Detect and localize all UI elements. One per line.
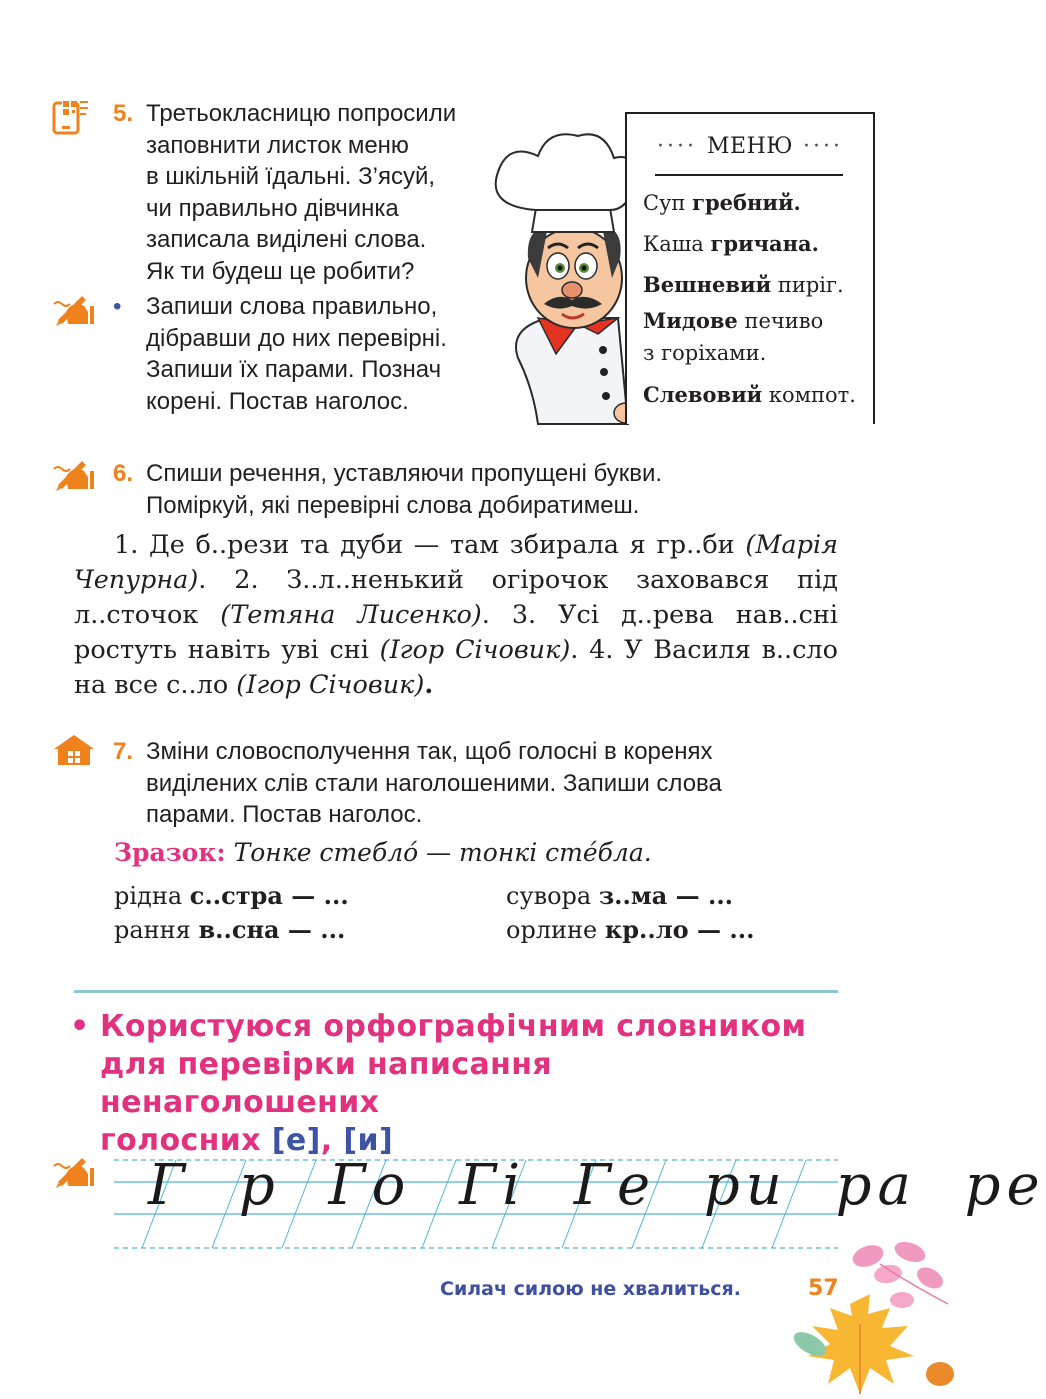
word-pair: орлине кр..ло — ... xyxy=(506,915,755,944)
proverb: Силач силою не хвалиться. xyxy=(440,1278,741,1300)
task5-bullet: • xyxy=(113,293,122,320)
word-pair: рідна с..стра — ... xyxy=(114,881,349,910)
qr-code-icon[interactable] xyxy=(52,98,92,134)
task7-number: 7. xyxy=(113,738,134,765)
section-bullet: • xyxy=(70,1009,90,1044)
writing-hand-icon xyxy=(52,1152,92,1188)
task7-sample: Зразок: Тонке стебло́ — тонкі сте́бла. xyxy=(114,838,652,867)
menu-item: Вешневий пиріг. xyxy=(643,272,844,297)
task6-sentences: 1. Де б..рези та дуби — там збирала я гр..би (Марія Чепурна). 2. З..л..ненький огірочок заховався під л..сточок (Тетяна Лисенко). 3. Усі д..рева нав..сні ростуть навіть уві сні (Ігор Січовик). 4. У Василя в..сло на все с..ло (Ігор Січовик). xyxy=(74,530,838,700)
task5-text: Третьокласницю попросили заповнити листок меню в шкільній їдальні. З’ясуй, чи правильно дівчинка записала виділені слова. Як ти будеш це робити? xyxy=(146,100,457,285)
task5-subtask: Запиши слова правильно, дібравши до них перевірні. Запиши їх парами. Познач корені. Постав наголос. xyxy=(146,293,447,415)
menu-item: з горіхами. xyxy=(643,341,767,365)
section-divider xyxy=(74,990,838,993)
chef-illustration xyxy=(478,128,638,424)
word-pair: сувора з..ма — ... xyxy=(506,881,734,910)
menu-underline xyxy=(655,174,843,176)
task6-number: 6. xyxy=(113,460,134,487)
home-icon xyxy=(52,733,92,769)
writing-hand-icon xyxy=(52,455,92,491)
menu-item: Каша гричана. xyxy=(643,231,819,256)
menu-card xyxy=(625,112,875,424)
section-heading: Користуюся орфографічним словником для перевірки написання ненаголошених голосних [е], [и] xyxy=(100,1009,807,1158)
menu-item: Мидове печиво xyxy=(643,308,824,333)
task6-instruction: Спиши речення, уставляючи пропущені букви. Поміркуй, які перевірні слова добиратимеш. xyxy=(146,460,663,519)
writing-hand-icon xyxy=(52,290,92,326)
word-pair: рання в..сна — ... xyxy=(114,915,346,944)
task7-instruction: Зміни словосполучення так, щоб голосні в коренях виділених слів стали наголошеними. Запиши слова парами. Постав наголос. xyxy=(146,738,722,828)
menu-item: Суп гребний. xyxy=(643,190,801,215)
calligraphy-sample: Г р Го Гі Ге ри ра ре xyxy=(148,1153,1046,1218)
menu-items xyxy=(643,184,856,414)
autumn-leaves-decoration xyxy=(790,1244,952,1394)
menu-item: Слевовий компот. xyxy=(643,382,856,407)
page-number: 57 xyxy=(808,1276,839,1301)
menu-title: ···· МЕНЮ ···· xyxy=(657,134,843,159)
task5-number: 5. xyxy=(113,100,134,127)
